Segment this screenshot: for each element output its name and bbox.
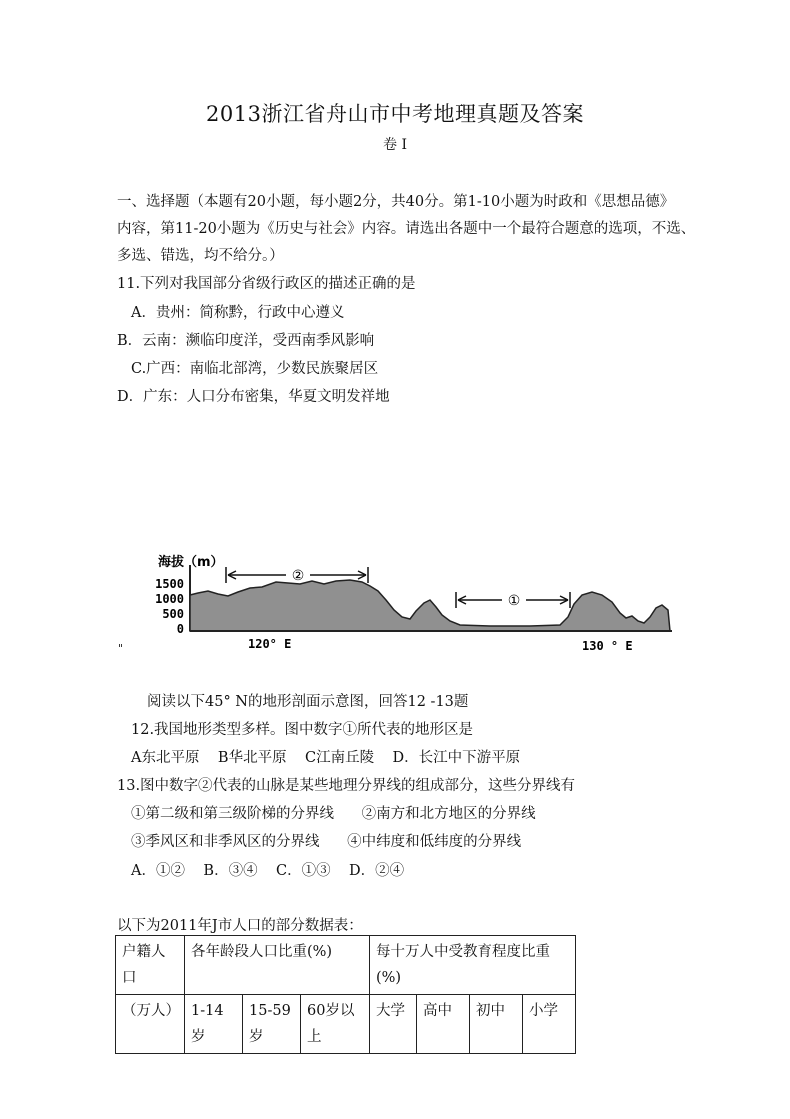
x-label-130e: 130 ° E	[582, 639, 633, 653]
question-13-options: A．①② B．③④ C．①③ D．②④	[131, 863, 405, 879]
header-age-groups: 各年龄段人口比重(%)	[185, 936, 370, 995]
x-label-120e: 120° E	[248, 637, 292, 651]
col-age-1-14: 1-14岁	[185, 995, 243, 1054]
marker-2-label: ②	[291, 568, 305, 584]
volume-label: 卷 I	[383, 137, 407, 153]
question-11-stem: 11.下列对我国部分省级行政区的描述正确的是	[117, 276, 416, 292]
profile-axis-title: 海拔（m）	[158, 555, 224, 570]
question-12-stem: 12.我国地形类型多样。图中数字①所代表的地形区是	[131, 722, 474, 738]
page-title: 2013浙江省舟山市中考地理真题及答案	[206, 102, 584, 126]
col-age-60-plus: 60岁以上	[301, 995, 370, 1054]
question-13-statement-2: ③季风区和非季风区的分界线 ④中纬度和低纬度的分界线	[131, 834, 522, 850]
question-12-options: A东北平原 B华北平原 C江南丘陵 D．长江中下游平原	[131, 750, 521, 766]
instructions-line-3: 多选、错选，均不给分。）	[117, 248, 284, 264]
instructions-line-1: 一、选择题（本题有20小题，每小题2分，共40分。第1-10小题为时政和《思想品德》	[117, 194, 675, 210]
col-edu-primary: 小学	[523, 995, 576, 1054]
col-edu-university: 大学	[370, 995, 417, 1054]
terrain-profile-figure	[150, 545, 680, 660]
question-11-option-a: A．贵州：简称黔，行政中心遵义	[131, 305, 345, 321]
instructions-line-2: 内容，第11-20小题为《历史与社会》内容。请选出各题中一个最符合题意的选项，不选、	[117, 221, 696, 237]
header-education: 每十万人中受教育程度比重(%)	[370, 936, 576, 995]
population-data-table	[115, 935, 576, 1054]
y-tick-500: 500	[162, 607, 184, 621]
terrain-profile-shape	[190, 580, 670, 631]
col-edu-high-school: 高中	[417, 995, 470, 1054]
stray-mark: "	[118, 642, 124, 655]
question-13-stem: 13.图中数字②代表的山脉是某些地理分界线的组成部分，这些分界线有	[117, 778, 576, 794]
question-13-statement-1: ①第二级和第三级阶梯的分界线 ②南方和北方地区的分界线	[131, 806, 536, 822]
y-tick-1500: 1500	[155, 577, 184, 591]
y-tick-0: 0	[176, 622, 184, 636]
header-population: 户籍人口	[116, 936, 185, 995]
col-edu-middle-school: 初中	[470, 995, 523, 1054]
question-11-option-d: D．广东：人口分布密集，华夏文明发祥地	[117, 389, 390, 405]
y-tick-1000: 1000	[155, 592, 184, 606]
header-population-unit: （万人）	[116, 995, 185, 1054]
question-11-option-b: B．云南：濒临印度洋，受西南季风影响	[117, 333, 375, 349]
question-11-option-c: C.广西：南临北部湾，少数民族聚居区	[131, 361, 379, 377]
marker-1-label: ①	[507, 593, 521, 609]
col-age-15-59: 15-59岁	[243, 995, 301, 1054]
reading-instruction: 阅读以下45° N的地形剖面示意图，回答12 -13题	[147, 694, 469, 710]
table-intro: 以下为2011年J市人口的部分数据表：	[117, 918, 363, 934]
